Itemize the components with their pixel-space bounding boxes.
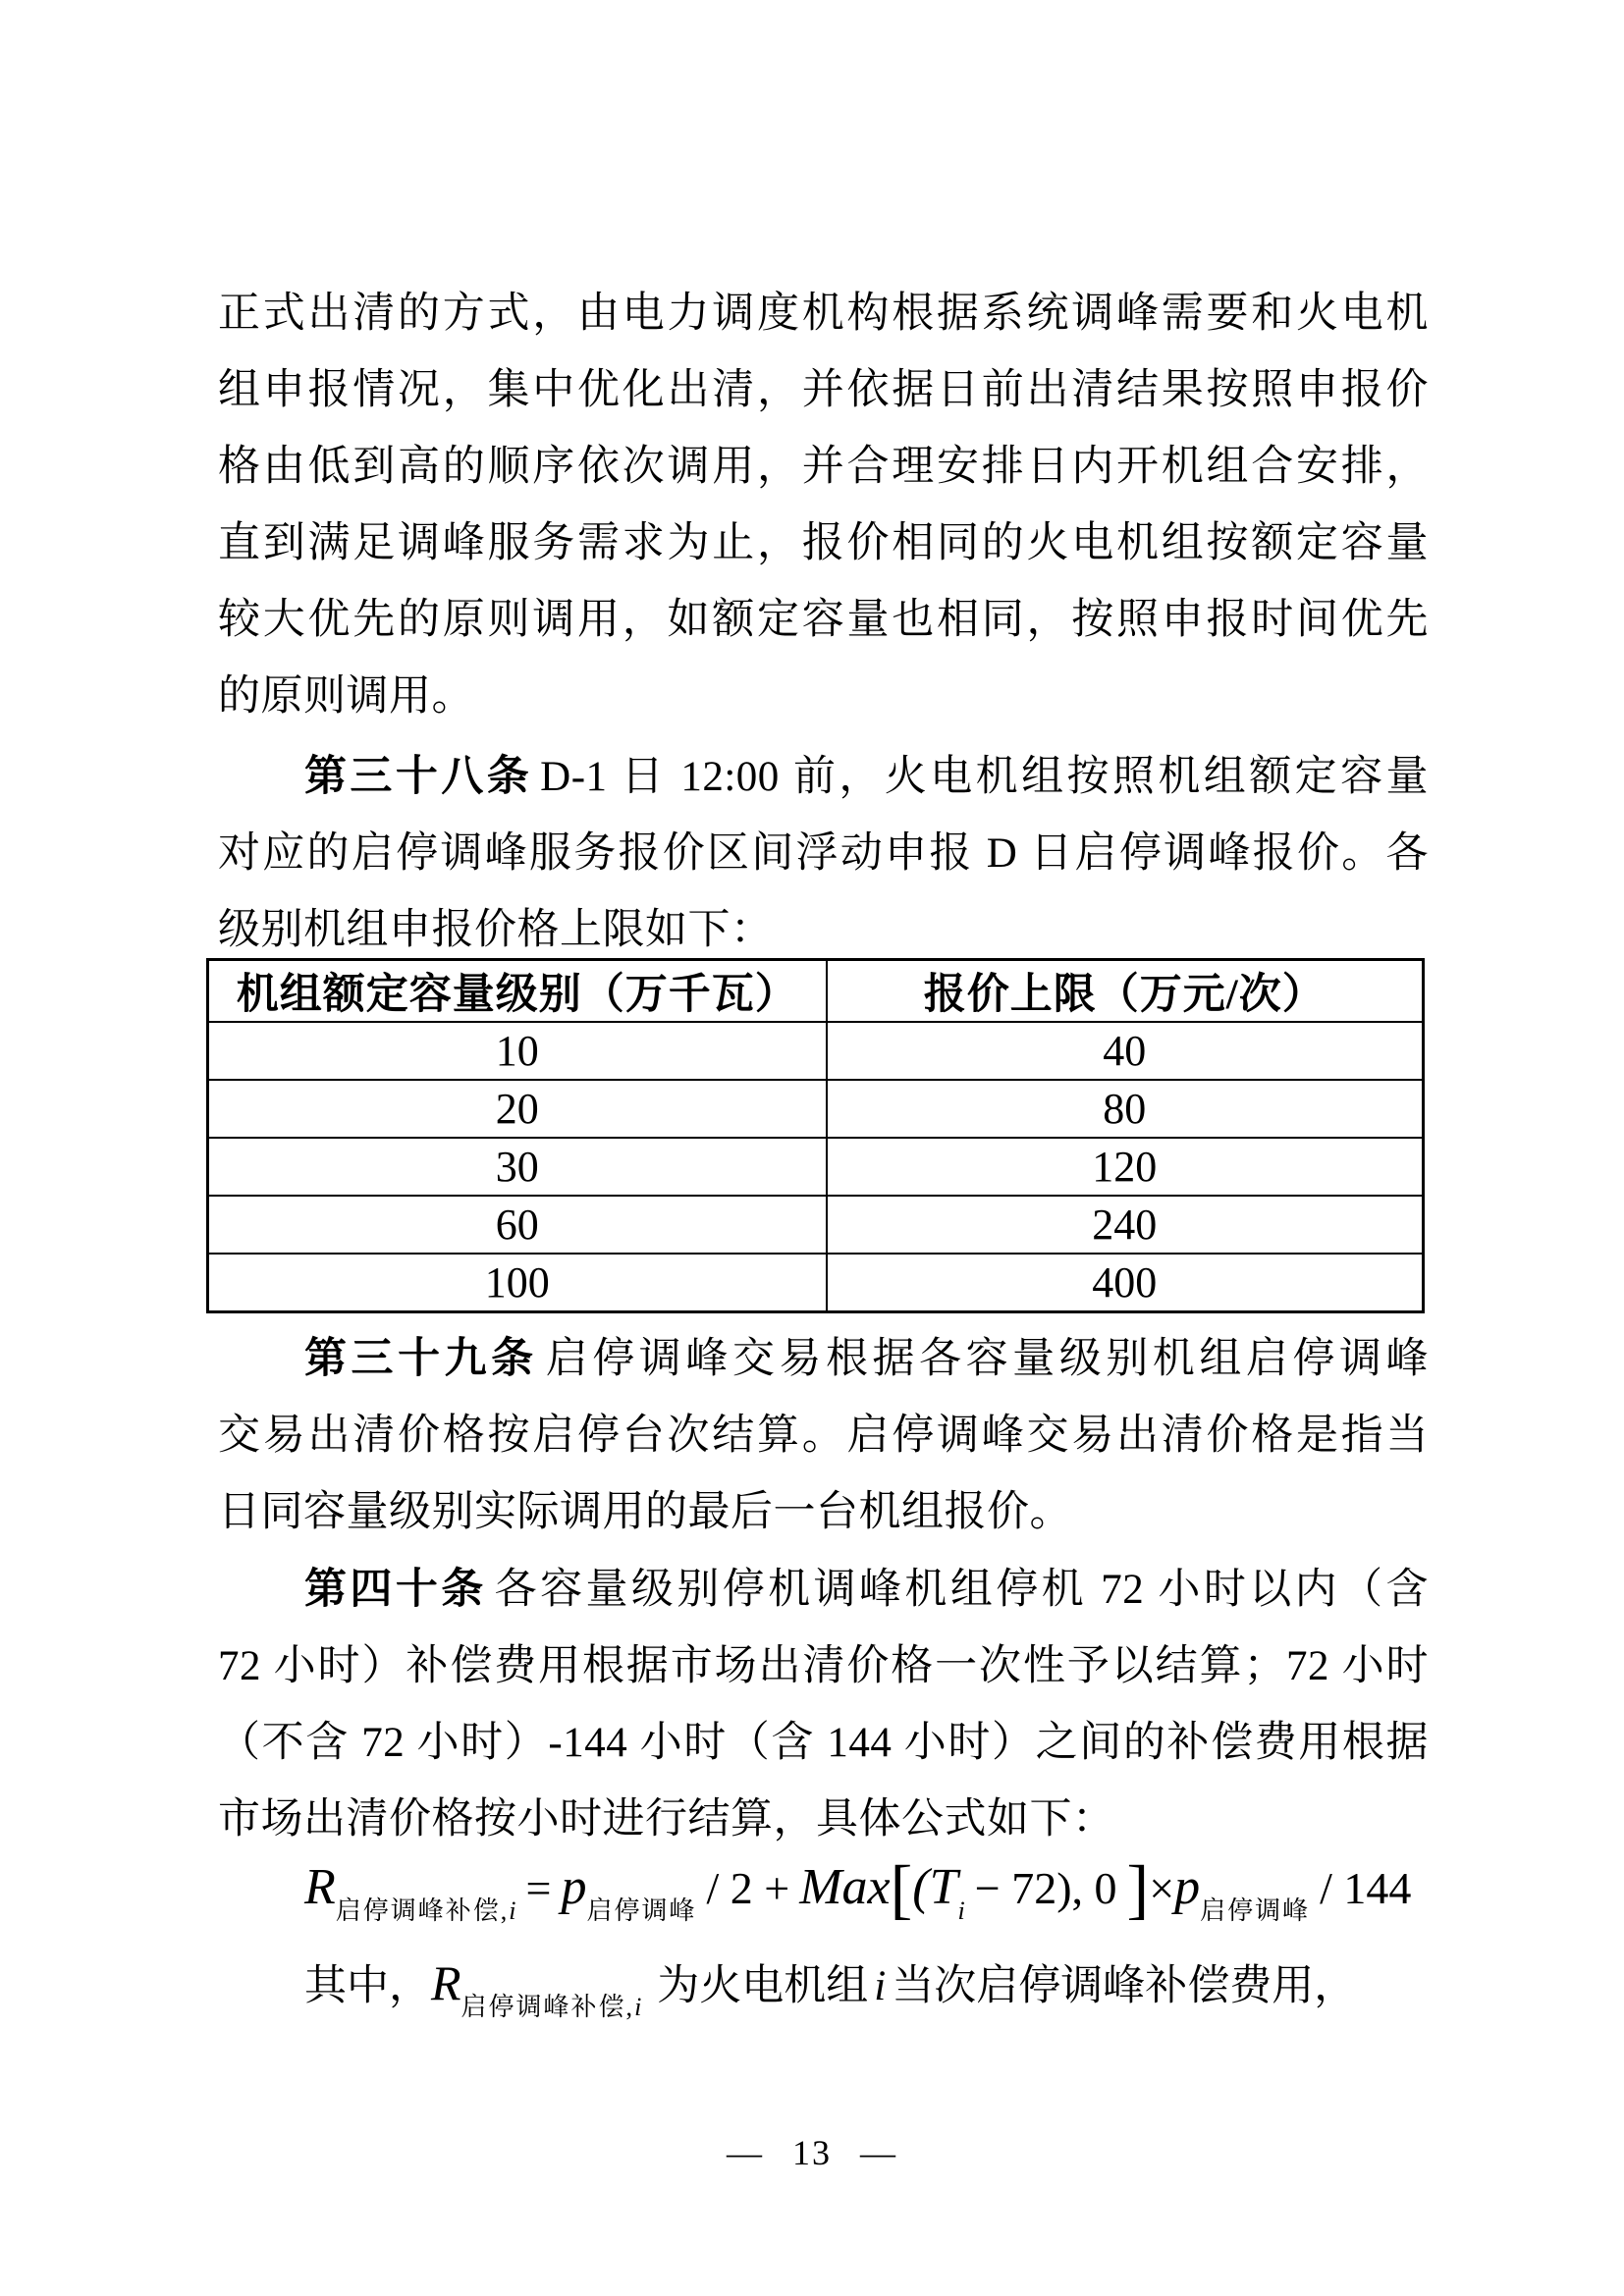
explain-R-subscript-i: i xyxy=(634,1993,642,2021)
explain-var-i: i xyxy=(874,1963,887,2009)
table-row xyxy=(208,1080,1424,1138)
price-cap-table xyxy=(206,958,1425,1313)
formula-max-operator: Max xyxy=(799,1859,891,1915)
formula-R-subscript-i: i xyxy=(509,1896,516,1925)
divide-by-144: / 144 xyxy=(1320,1863,1412,1913)
explain-suffix: 当次启停调峰补偿费用， xyxy=(892,1963,1357,2009)
text-line: （不含 72 小时）-144 小时（含 144 小时）之间的补偿费用根据 xyxy=(218,1720,1429,1766)
capacity-cell: 30 xyxy=(208,1138,827,1196)
left-bracket: [ xyxy=(890,1851,913,1926)
price-cell: 120 xyxy=(827,1138,1424,1196)
divide-by-2-plus: / 2 + xyxy=(706,1863,790,1913)
paragraph-article-39 xyxy=(218,1321,1429,1551)
explain-R-subscript: 启停调峰补偿, xyxy=(460,1993,635,2021)
price-cell: 80 xyxy=(827,1080,1424,1138)
explain-var-R: R xyxy=(431,1955,461,2010)
page-number: — 13 — xyxy=(727,2133,897,2172)
formula-p2-subscript: 启停调峰 xyxy=(1200,1896,1311,1925)
price-cell: 240 xyxy=(827,1196,1424,1254)
article-39-text: 启停调峰交易根据各容量级别机组启停调峰 xyxy=(545,1336,1430,1382)
article-40-label: 第四十条 xyxy=(304,1567,487,1613)
formula-p-subscript: 启停调峰 xyxy=(586,1896,697,1925)
table-header-row xyxy=(208,960,1424,1023)
text-line: 的原则调用。 xyxy=(218,673,474,720)
article-39-label: 第三十九条 xyxy=(304,1336,538,1382)
col-header-price-cap: 报价上限（万元/次） xyxy=(827,960,1424,1023)
paragraph-clearing-method xyxy=(218,276,1429,735)
capacity-cell: 100 xyxy=(208,1254,827,1312)
formula-T-subscript-i: i xyxy=(957,1896,965,1925)
text-line: 市场出清价格按小时进行结算，具体公式如下： xyxy=(218,1796,1115,1842)
formula-explanation-line xyxy=(218,1936,1581,2055)
text-line: 格由低到高的顺序依次调用，并合理安排日内开机组合安排， xyxy=(218,444,1429,490)
text-line: 直到满足调峰服务需求为止，报价相同的火电机组按额定容量 xyxy=(218,520,1429,566)
capacity-cell: 20 xyxy=(208,1080,827,1138)
times-sign: × xyxy=(1149,1863,1175,1913)
article-40-text: 各容量级别停机调峰机组停机 72 小时以内（含 xyxy=(494,1567,1430,1613)
text-line: 日同容量级别实际调用的最后一台机组报价。 xyxy=(218,1489,1072,1535)
formula-R-subscript: 启停调峰补偿, xyxy=(335,1896,510,1925)
paragraph-article-40 xyxy=(218,1552,1429,1858)
text-line: 组申报情况，集中优化出清，并依据日前出清结果按照申报价 xyxy=(218,367,1429,413)
text-line xyxy=(218,739,1429,816)
text-line: 正式出清的方式，由电力调度机构根据系统调峰需要和火电机 xyxy=(218,291,1429,337)
formula-var-R: R xyxy=(304,1859,336,1915)
price-cell: 40 xyxy=(827,1022,1424,1080)
text-line xyxy=(218,1552,1429,1629)
text-line: 72 小时）补偿费用根据市场出清价格一次性予以结算；72 小时 xyxy=(218,1643,1429,1689)
formula-var-T: (T xyxy=(912,1859,958,1915)
table-row xyxy=(208,1196,1424,1254)
text-line: 级别机组申报价格上限如下： xyxy=(218,907,774,953)
table-row xyxy=(208,1138,1424,1196)
text-line: 对应的启停调峰服务报价区间浮动申报 D 日启停调峰报价。各 xyxy=(218,830,1429,877)
article-38-text: D-1 日 12:00 前，火电机组按照机组额定容量 xyxy=(540,754,1430,800)
equals-sign: = xyxy=(525,1863,552,1913)
capacity-cell: 10 xyxy=(208,1022,827,1080)
table-row xyxy=(208,1022,1424,1080)
right-bracket: ] xyxy=(1126,1851,1150,1926)
price-cell: 400 xyxy=(827,1254,1424,1312)
text-line: 较大优先的原则调用，如额定容量也相同，按照申报时间优先 xyxy=(218,597,1429,643)
formula-var-p2: p xyxy=(1174,1859,1201,1915)
text-line: 交易出清价格按启停台次结算。启停调峰交易出清价格是指当 xyxy=(218,1413,1429,1459)
col-header-capacity-level: 机组额定容量级别（万千瓦） xyxy=(208,960,827,1023)
capacity-cell: 60 xyxy=(208,1196,827,1254)
explain-prefix: 其中， xyxy=(304,1963,431,2009)
paragraph-article-38 xyxy=(218,739,1429,969)
formula-var-p: p xyxy=(561,1859,587,1915)
minus-72-comma-0: − 72), 0 xyxy=(974,1863,1117,1913)
table-row xyxy=(208,1254,1424,1312)
text-line xyxy=(218,1321,1429,1398)
article-38-label: 第三十八条 xyxy=(304,754,533,800)
explain-mid-text: 为火电机组 xyxy=(657,1963,869,2009)
